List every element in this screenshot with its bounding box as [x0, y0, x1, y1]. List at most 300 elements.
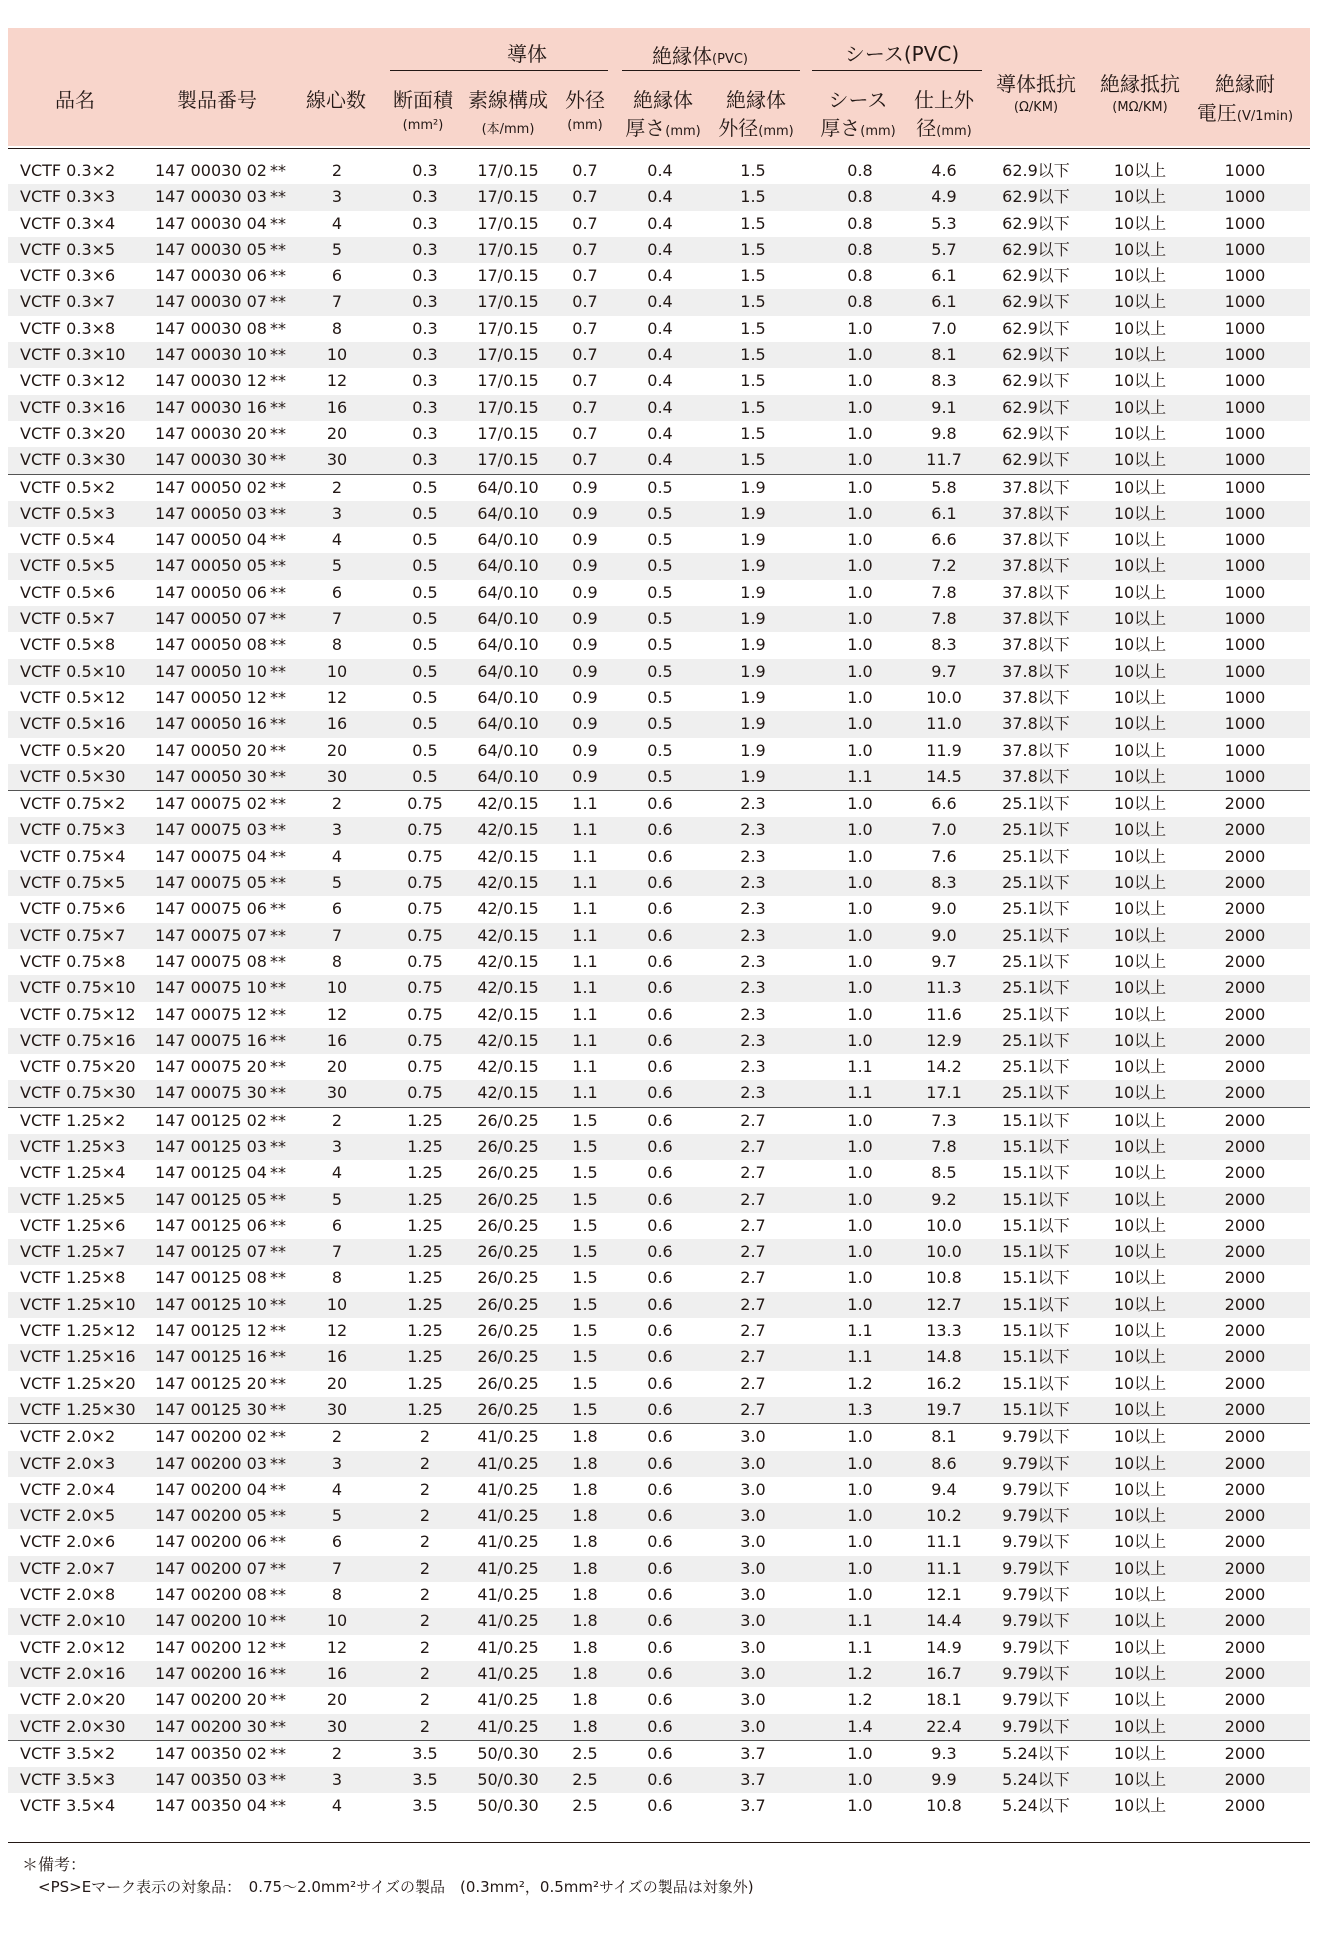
cell-withstand-voltage: 2000	[1224, 1743, 1266, 1763]
cell-stars: **	[270, 1796, 286, 1816]
cell-hinmei: VCTF 0.5×5	[20, 556, 116, 576]
cell-hinmei: VCTF 0.5×30	[20, 766, 126, 786]
cell-insulation-resistance: 10以上	[1113, 318, 1167, 338]
cell-finished-od: 11.3	[926, 978, 962, 998]
cell-insulation-resistance: 10以上	[1113, 1743, 1167, 1763]
cell-insulation-od: 3.0	[740, 1427, 766, 1447]
group-underline-sheath	[812, 70, 982, 71]
cell-cross-section: 0.5	[412, 740, 438, 760]
cell-conductor-resistance: 9.79以下	[1002, 1690, 1070, 1710]
cell-strand: 41/0.25	[477, 1690, 539, 1710]
cell-hinmei: VCTF 2.0×3	[20, 1453, 116, 1473]
cell-cores: 16	[326, 1663, 348, 1683]
cell-conductor-resistance: 62.9以下	[1002, 371, 1070, 391]
cell-product-number: 147 00075 03	[155, 820, 267, 840]
cell-sheath-thickness: 1.0	[847, 397, 873, 417]
cell-product-number: 147 00350 04	[155, 1796, 267, 1816]
cell-strand: 64/0.10	[477, 477, 539, 497]
cell-withstand-voltage: 2000	[1224, 1030, 1266, 1050]
table-row	[8, 1423, 1310, 1450]
cell-insulation-thickness: 0.4	[647, 292, 673, 312]
cell-withstand-voltage: 1000	[1224, 161, 1266, 180]
cell-insulation-od: 2.7	[740, 1373, 766, 1393]
cell-insulation-od: 2.3	[740, 899, 766, 919]
cell-cross-section: 0.3	[412, 161, 438, 180]
cell-cross-section: 2	[419, 1558, 431, 1578]
cell-finished-od: 4.9	[931, 187, 957, 207]
cell-insulation-thickness: 0.6	[647, 899, 673, 919]
cell-insulation-resistance: 10以上	[1113, 1321, 1167, 1341]
cell-insulation-thickness: 0.6	[647, 925, 673, 945]
cell-hinmei: VCTF 2.0×8	[20, 1585, 116, 1605]
cell-product-number: 147 00075 04	[155, 846, 267, 866]
cell-finished-od: 5.7	[931, 239, 957, 259]
cell-cross-section: 2	[419, 1427, 431, 1447]
cell-conductor-od: 1.5	[572, 1399, 598, 1419]
cell-insulation-resistance: 10以上	[1113, 925, 1167, 945]
cell-cross-section: 0.3	[412, 266, 438, 286]
cell-strand: 41/0.25	[477, 1716, 539, 1736]
table-row	[8, 817, 1310, 843]
cell-insulation-resistance: 10以上	[1113, 609, 1167, 629]
cell-insulation-od: 1.9	[740, 766, 766, 786]
cell-insulation-od: 2.3	[740, 846, 766, 866]
cell-insulation-resistance: 10以上	[1113, 1796, 1167, 1816]
cell-stars: **	[270, 423, 286, 443]
cell-insulation-thickness: 0.6	[647, 1427, 673, 1447]
cell-cores: 7	[331, 292, 343, 312]
cell-product-number: 147 00050 03	[155, 503, 267, 523]
cell-conductor-od: 1.8	[572, 1585, 598, 1605]
cell-stars: **	[270, 1347, 286, 1367]
cell-conductor-resistance: 5.24以下	[1002, 1796, 1070, 1816]
cell-conductor-od: 0.7	[572, 423, 598, 443]
cell-conductor-resistance: 9.79以下	[1002, 1558, 1070, 1578]
cell-insulation-thickness: 0.6	[647, 1399, 673, 1419]
cell-sheath-thickness: 1.0	[847, 1479, 873, 1499]
cell-insulation-thickness: 0.5	[647, 661, 673, 681]
cell-insulation-od: 2.7	[740, 1321, 766, 1341]
cell-conductor-resistance: 15.1以下	[1002, 1321, 1070, 1341]
cell-insulation-od: 2.7	[740, 1163, 766, 1183]
cell-sheath-thickness: 1.0	[847, 318, 873, 338]
group-underline-insulation	[622, 70, 800, 71]
cell-cores: 8	[331, 635, 343, 655]
cell-insulation-od: 3.0	[740, 1663, 766, 1683]
cell-product-number: 147 00125 30	[155, 1399, 267, 1419]
cell-conductor-resistance: 15.1以下	[1002, 1136, 1070, 1156]
cell-conductor-od: 0.9	[572, 609, 598, 629]
cell-sheath-thickness: 1.0	[847, 1163, 873, 1183]
cell-conductor-od: 1.1	[572, 951, 598, 971]
cell-sheath-thickness: 1.0	[847, 820, 873, 840]
cell-withstand-voltage: 1000	[1224, 239, 1266, 259]
cell-withstand-voltage: 2000	[1224, 899, 1266, 919]
cell-withstand-voltage: 1000	[1224, 530, 1266, 550]
cell-insulation-resistance: 10以上	[1113, 1215, 1167, 1235]
cell-sheath-thickness: 0.8	[847, 161, 873, 180]
cell-hinmei: VCTF 0.75×2	[20, 794, 126, 814]
cell-conductor-od: 1.8	[572, 1532, 598, 1552]
cell-cross-section: 0.5	[412, 530, 438, 550]
cell-cores: 6	[331, 1215, 343, 1235]
cell-conductor-resistance: 37.8以下	[1002, 687, 1070, 707]
cell-conductor-od: 0.7	[572, 239, 598, 259]
cell-strand: 26/0.25	[477, 1189, 539, 1209]
cell-hinmei: VCTF 0.5×10	[20, 661, 126, 681]
cell-conductor-od: 0.9	[572, 635, 598, 655]
cell-cross-section: 1.25	[407, 1215, 443, 1235]
cell-hinmei: VCTF 0.3×3	[20, 187, 116, 207]
cell-stars: **	[270, 1532, 286, 1552]
cell-hinmei: VCTF 1.25×16	[20, 1347, 136, 1367]
cell-cores: 4	[331, 530, 343, 550]
cell-insulation-thickness: 0.5	[647, 687, 673, 707]
cell-product-number: 147 00350 02	[155, 1743, 267, 1763]
cell-insulation-thickness: 0.6	[647, 1189, 673, 1209]
cell-conductor-resistance: 9.79以下	[1002, 1585, 1070, 1605]
table-row	[8, 1608, 1310, 1634]
cell-insulation-thickness: 0.5	[647, 556, 673, 576]
cell-finished-od: 7.2	[931, 556, 957, 576]
cell-conductor-resistance: 37.8以下	[1002, 556, 1070, 576]
cell-stars: **	[270, 1558, 286, 1578]
cell-conductor-resistance: 62.9以下	[1002, 397, 1070, 417]
cell-strand: 64/0.10	[477, 740, 539, 760]
cell-sheath-thickness: 1.0	[847, 477, 873, 497]
cell-withstand-voltage: 2000	[1224, 846, 1266, 866]
cell-conductor-resistance: 15.1以下	[1002, 1242, 1070, 1262]
cell-insulation-resistance: 10以上	[1113, 1004, 1167, 1024]
cell-hinmei: VCTF 0.75×3	[20, 820, 126, 840]
cell-stars: **	[270, 213, 286, 233]
cell-hinmei: VCTF 0.5×4	[20, 530, 116, 550]
cell-sheath-thickness: 1.0	[847, 345, 873, 365]
cell-sheath-thickness: 1.0	[847, 661, 873, 681]
cell-sheath-thickness: 1.0	[847, 1743, 873, 1763]
cell-strand: 42/0.15	[477, 873, 539, 893]
cell-product-number: 147 00200 30	[155, 1716, 267, 1736]
cell-product-number: 147 00075 06	[155, 899, 267, 919]
cell-cross-section: 0.3	[412, 423, 438, 443]
cell-sheath-thickness: 1.0	[847, 1136, 873, 1156]
cell-sheath-thickness: 1.0	[847, 846, 873, 866]
cell-withstand-voltage: 2000	[1224, 1215, 1266, 1235]
cell-sheath-thickness: 1.0	[847, 978, 873, 998]
col-header-hinmei: 品名	[55, 88, 95, 112]
cell-stars: **	[270, 899, 286, 919]
cell-cores: 7	[331, 609, 343, 629]
col-header-insulation-thickness-1: 絶縁体	[633, 88, 693, 112]
cell-insulation-resistance: 10以上	[1113, 1268, 1167, 1288]
cell-cross-section: 0.3	[412, 397, 438, 417]
cell-stars: **	[270, 1770, 286, 1790]
cell-sheath-thickness: 1.0	[847, 1532, 873, 1552]
cell-strand: 64/0.10	[477, 714, 539, 734]
cell-strand: 41/0.25	[477, 1532, 539, 1552]
cell-conductor-od: 0.9	[572, 477, 598, 497]
cell-product-number: 147 00125 20	[155, 1373, 267, 1393]
cell-cores: 3	[331, 1136, 343, 1156]
table-row	[8, 1503, 1310, 1529]
cell-conductor-od: 1.5	[572, 1294, 598, 1314]
cell-stars: **	[270, 978, 286, 998]
cell-conductor-od: 1.8	[572, 1690, 598, 1710]
cell-withstand-voltage: 2000	[1224, 1453, 1266, 1473]
cell-sheath-thickness: 1.0	[847, 609, 873, 629]
cell-strand: 42/0.15	[477, 1030, 539, 1050]
cell-stars: **	[270, 1637, 286, 1657]
cell-insulation-thickness: 0.4	[647, 239, 673, 259]
cell-cross-section: 2	[419, 1506, 431, 1526]
cell-sheath-thickness: 0.8	[847, 187, 873, 207]
cell-finished-od: 10.8	[926, 1268, 962, 1288]
cell-conductor-od: 0.7	[572, 397, 598, 417]
cell-finished-od: 11.7	[926, 450, 962, 470]
table-row	[8, 1740, 1310, 1767]
cell-insulation-resistance: 10以上	[1113, 766, 1167, 786]
cell-finished-od: 14.5	[926, 766, 962, 786]
cell-insulation-thickness: 0.6	[647, 1690, 673, 1710]
cell-cross-section: 1.25	[407, 1268, 443, 1288]
cell-cross-section: 0.5	[412, 661, 438, 681]
cell-insulation-thickness: 0.6	[647, 846, 673, 866]
cell-cores: 30	[326, 766, 348, 786]
cell-finished-od: 9.2	[931, 1189, 957, 1209]
cell-withstand-voltage: 2000	[1224, 1347, 1266, 1367]
table-row	[8, 263, 1310, 289]
cell-sheath-thickness: 1.0	[847, 1796, 873, 1816]
cell-conductor-resistance: 62.9以下	[1002, 292, 1070, 312]
cell-withstand-voltage: 2000	[1224, 951, 1266, 971]
table-bottom-rule	[8, 1842, 1310, 1843]
cell-withstand-voltage: 2000	[1224, 1506, 1266, 1526]
cell-finished-od: 5.3	[931, 213, 957, 233]
cell-cores: 4	[331, 1163, 343, 1183]
cell-strand: 42/0.15	[477, 899, 539, 919]
cell-conductor-resistance: 62.9以下	[1002, 345, 1070, 365]
table-row	[8, 606, 1310, 632]
cell-insulation-thickness: 0.6	[647, 1373, 673, 1393]
table-row	[8, 527, 1310, 553]
cell-cores: 4	[331, 846, 343, 866]
cell-product-number: 147 00050 16	[155, 714, 267, 734]
cell-withstand-voltage: 2000	[1224, 1637, 1266, 1657]
cell-product-number: 147 00030 12	[155, 371, 267, 391]
cell-sheath-thickness: 1.0	[847, 1110, 873, 1130]
cell-finished-od: 8.3	[931, 873, 957, 893]
cell-withstand-voltage: 2000	[1224, 1163, 1266, 1183]
cell-sheath-thickness: 1.1	[847, 1347, 873, 1367]
cell-sheath-thickness: 1.0	[847, 1585, 873, 1605]
cell-strand: 17/0.15	[477, 371, 539, 391]
cell-cross-section: 0.5	[412, 714, 438, 734]
cell-withstand-voltage: 2000	[1224, 1057, 1266, 1077]
cell-insulation-resistance: 10以上	[1113, 1585, 1167, 1605]
cell-strand: 42/0.15	[477, 794, 539, 814]
cell-cross-section: 0.5	[412, 582, 438, 602]
table-row	[8, 1239, 1310, 1265]
cell-stars: **	[270, 266, 286, 286]
cell-hinmei: VCTF 3.5×2	[20, 1743, 116, 1763]
cell-insulation-thickness: 0.5	[647, 582, 673, 602]
cell-stars: **	[270, 1268, 286, 1288]
cell-sheath-thickness: 0.8	[847, 292, 873, 312]
cell-insulation-thickness: 0.6	[647, 1057, 673, 1077]
cell-hinmei: VCTF 2.0×20	[20, 1690, 126, 1710]
cell-product-number: 147 00075 02	[155, 794, 267, 814]
cell-withstand-voltage: 2000	[1224, 1083, 1266, 1103]
cell-insulation-resistance: 10以上	[1113, 582, 1167, 602]
col-header-conductor-resistance: 導体抵抗	[996, 72, 1076, 96]
cell-strand: 26/0.25	[477, 1347, 539, 1367]
cell-sheath-thickness: 1.1	[847, 766, 873, 786]
table-row	[8, 1318, 1310, 1344]
cell-conductor-resistance: 37.8以下	[1002, 609, 1070, 629]
cell-cross-section: 1.25	[407, 1373, 443, 1393]
cell-cross-section: 1.25	[407, 1189, 443, 1209]
col-header-insulation-od-1: 絶縁体	[726, 88, 786, 112]
cell-insulation-thickness: 0.4	[647, 213, 673, 233]
cell-insulation-od: 1.5	[740, 161, 766, 180]
table-body	[8, 158, 1310, 1820]
cell-withstand-voltage: 2000	[1224, 1110, 1266, 1130]
cell-sheath-thickness: 1.0	[847, 794, 873, 814]
cell-withstand-voltage: 2000	[1224, 1690, 1266, 1710]
col-header-product-number: 製品番号	[177, 88, 257, 112]
cell-cores: 6	[331, 582, 343, 602]
cell-conductor-od: 1.1	[572, 873, 598, 893]
cell-insulation-thickness: 0.6	[647, 1479, 673, 1499]
col-header-insulation-resistance: 絶縁抵抗	[1100, 72, 1180, 96]
cell-stars: **	[270, 794, 286, 814]
cell-strand: 17/0.15	[477, 345, 539, 365]
cell-conductor-resistance: 9.79以下	[1002, 1427, 1070, 1447]
cell-cores: 20	[326, 1690, 348, 1710]
cell-finished-od: 10.0	[926, 1242, 962, 1262]
cell-insulation-resistance: 10以上	[1113, 1399, 1167, 1419]
cell-finished-od: 10.0	[926, 1215, 962, 1235]
cell-product-number: 147 00200 10	[155, 1611, 267, 1631]
cell-strand: 41/0.25	[477, 1637, 539, 1657]
cell-conductor-resistance: 25.1以下	[1002, 951, 1070, 971]
cell-insulation-od: 1.5	[740, 345, 766, 365]
col-unit-conductor-resistance: (Ω/KM)	[1013, 100, 1059, 115]
cell-insulation-resistance: 10以上	[1113, 530, 1167, 550]
cell-hinmei: VCTF 1.25×8	[20, 1268, 126, 1288]
cell-conductor-resistance: 62.9以下	[1002, 266, 1070, 286]
cell-sheath-thickness: 1.3	[847, 1399, 873, 1419]
col-header-cores: 線心数	[306, 88, 366, 112]
cell-insulation-resistance: 10以上	[1113, 1716, 1167, 1736]
cell-sheath-thickness: 1.0	[847, 714, 873, 734]
cell-insulation-thickness: 0.6	[647, 1083, 673, 1103]
cell-conductor-resistance: 62.9以下	[1002, 318, 1070, 338]
cell-sheath-thickness: 1.1	[847, 1057, 873, 1077]
cell-cross-section: 0.75	[407, 873, 443, 893]
cell-stars: **	[270, 1611, 286, 1631]
cell-conductor-resistance: 25.1以下	[1002, 899, 1070, 919]
cell-stars: **	[270, 1242, 286, 1262]
cell-insulation-resistance: 10以上	[1113, 239, 1167, 259]
cell-stars: **	[270, 187, 286, 207]
cell-insulation-od: 3.0	[740, 1716, 766, 1736]
cell-product-number: 147 00050 20	[155, 740, 267, 760]
cell-conductor-od: 1.5	[572, 1110, 598, 1130]
cell-insulation-thickness: 0.6	[647, 1637, 673, 1657]
cell-product-number: 147 00030 16	[155, 397, 267, 417]
cell-insulation-od: 1.5	[740, 213, 766, 233]
cell-hinmei: VCTF 1.25×7	[20, 1242, 126, 1262]
cell-sheath-thickness: 1.2	[847, 1663, 873, 1683]
cell-cores: 12	[326, 1004, 348, 1024]
cell-conductor-resistance: 25.1以下	[1002, 1083, 1070, 1103]
cell-strand: 42/0.15	[477, 925, 539, 945]
cell-conductor-resistance: 15.1以下	[1002, 1347, 1070, 1367]
cell-stars: **	[270, 609, 286, 629]
cell-sheath-thickness: 1.0	[847, 1268, 873, 1288]
cell-insulation-od: 2.7	[740, 1242, 766, 1262]
cell-hinmei: VCTF 2.0×16	[20, 1663, 126, 1683]
cell-insulation-resistance: 10以上	[1113, 345, 1167, 365]
cell-conductor-od: 1.5	[572, 1136, 598, 1156]
cell-cores: 12	[326, 1321, 348, 1341]
cell-insulation-resistance: 10以上	[1113, 1110, 1167, 1130]
cell-product-number: 147 00075 12	[155, 1004, 267, 1024]
cell-withstand-voltage: 1000	[1224, 740, 1266, 760]
cell-finished-od: 7.8	[931, 609, 957, 629]
cell-hinmei: VCTF 0.75×12	[20, 1004, 136, 1024]
cell-finished-od: 9.7	[931, 661, 957, 681]
table-row	[8, 1661, 1310, 1687]
cell-product-number: 147 00200 16	[155, 1663, 267, 1683]
cell-finished-od: 9.8	[931, 423, 957, 443]
cell-stars: **	[270, 714, 286, 734]
cell-hinmei: VCTF 1.25×10	[20, 1294, 136, 1314]
cell-stars: **	[270, 503, 286, 523]
cell-withstand-voltage: 1000	[1224, 187, 1266, 207]
cell-finished-od: 9.3	[931, 1743, 957, 1763]
cell-strand: 42/0.15	[477, 820, 539, 840]
cell-strand: 64/0.10	[477, 530, 539, 550]
cell-finished-od: 7.0	[931, 318, 957, 338]
cell-conductor-od: 0.9	[572, 740, 598, 760]
table-row	[8, 1107, 1310, 1134]
cell-withstand-voltage: 1000	[1224, 503, 1266, 523]
cell-insulation-od: 2.3	[740, 925, 766, 945]
cell-cores: 20	[326, 740, 348, 760]
cell-sheath-thickness: 1.0	[847, 1215, 873, 1235]
cell-finished-od: 9.0	[931, 899, 957, 919]
cell-insulation-resistance: 10以上	[1113, 1136, 1167, 1156]
cell-strand: 41/0.25	[477, 1611, 539, 1631]
cell-insulation-resistance: 10以上	[1113, 1347, 1167, 1367]
cell-conductor-od: 1.1	[572, 899, 598, 919]
cell-insulation-resistance: 10以上	[1113, 1637, 1167, 1657]
cell-hinmei: VCTF 0.75×10	[20, 978, 136, 998]
cell-conductor-resistance: 5.24以下	[1002, 1743, 1070, 1763]
cell-conductor-od: 0.7	[572, 450, 598, 470]
cell-sheath-thickness: 0.8	[847, 266, 873, 286]
cell-insulation-resistance: 10以上	[1113, 397, 1167, 417]
cell-conductor-resistance: 62.9以下	[1002, 161, 1070, 180]
cell-withstand-voltage: 1000	[1224, 371, 1266, 391]
cell-insulation-od: 2.7	[740, 1268, 766, 1288]
cell-conductor-resistance: 25.1以下	[1002, 794, 1070, 814]
cell-conductor-od: 1.8	[572, 1611, 598, 1631]
cell-stars: **	[270, 1716, 286, 1736]
cell-insulation-thickness: 0.6	[647, 1110, 673, 1130]
